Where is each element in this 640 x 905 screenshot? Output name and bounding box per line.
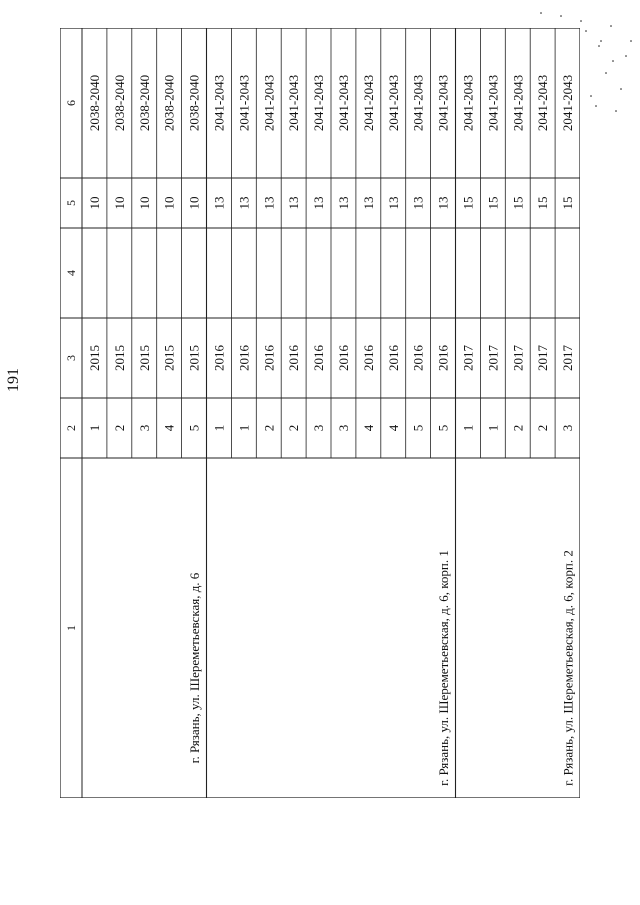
cell-col6: 2038-2040 <box>111 74 127 132</box>
cell-col2: 1 <box>485 424 501 432</box>
page-number <box>5 350 23 410</box>
cell-col3: 2016 <box>211 345 227 371</box>
cell-col5: 15 <box>485 196 501 210</box>
scan-speck <box>580 20 582 22</box>
group-address: г. Рязань, ул. Шереметьевская, д. 6, корп. 2 <box>560 550 576 786</box>
scan-speck <box>585 30 587 32</box>
scan-speck <box>598 45 600 47</box>
scan-speck <box>540 12 542 14</box>
cell-col6: 2041-2043 <box>435 74 451 132</box>
scan-speck <box>612 60 614 62</box>
cell-col5: 13 <box>286 196 302 210</box>
cell-col5: 13 <box>360 196 376 210</box>
scan-speck <box>560 15 562 17</box>
cell-col5: 15 <box>535 196 551 210</box>
cell-col2: 5 <box>186 424 202 432</box>
cell-col3: 2016 <box>335 345 351 371</box>
cell-col6: 2041-2043 <box>261 74 277 132</box>
cell-col3: 2017 <box>560 345 576 371</box>
group-address: г. Рязань, ул. Шереметьевская, д. 6 <box>187 572 202 764</box>
cell-col5: 10 <box>136 196 152 210</box>
cell-col3: 2015 <box>161 345 177 371</box>
scan-speck <box>625 55 627 57</box>
cell-col2: 3 <box>136 424 152 432</box>
page-number-text: 191 <box>5 368 22 392</box>
cell-col3: 2016 <box>410 345 426 371</box>
cell-col5: 15 <box>460 196 476 210</box>
cell-col2: 1 <box>460 424 476 432</box>
cell-col6: 2041-2043 <box>510 74 526 132</box>
cell-col3: 2016 <box>360 345 376 371</box>
cell-col3: 2016 <box>261 345 277 371</box>
scan-speck <box>610 25 612 27</box>
cell-col5: 13 <box>236 196 252 210</box>
cell-col3: 2016 <box>286 345 302 371</box>
cell-col3: 2016 <box>435 345 451 371</box>
column-header-1: 1 <box>64 625 78 631</box>
cell-col5: 10 <box>161 196 177 210</box>
cell-col5: 13 <box>211 196 227 210</box>
column-header-4: 4 <box>64 270 78 276</box>
scan-speck <box>630 40 632 42</box>
cell-col3: 2015 <box>186 345 202 371</box>
cell-col2: 3 <box>311 424 327 432</box>
cell-col2: 2 <box>261 424 277 432</box>
table-grid <box>60 28 580 798</box>
cell-col2: 3 <box>335 424 351 432</box>
scan-speck <box>605 72 607 74</box>
scan-speck <box>600 40 602 42</box>
cell-col6: 2041-2043 <box>335 74 351 132</box>
cell-col3: 2017 <box>485 345 501 371</box>
column-header-6: 6 <box>64 100 78 106</box>
cell-col2: 2 <box>535 424 551 432</box>
cell-col5: 10 <box>186 196 202 210</box>
cell-col5: 13 <box>335 196 351 210</box>
cell-col3: 2015 <box>86 345 102 371</box>
cell-col5: 15 <box>560 196 576 210</box>
cell-col2: 1 <box>236 424 252 432</box>
cell-col6: 2041-2043 <box>410 74 426 132</box>
cell-col6: 2038-2040 <box>136 74 152 132</box>
cell-col5: 13 <box>385 196 401 210</box>
cell-col2: 1 <box>211 424 227 432</box>
cell-col6: 2038-2040 <box>161 74 177 132</box>
cell-col5: 13 <box>435 196 451 210</box>
cell-col6: 2041-2043 <box>385 74 401 132</box>
cell-col5: 13 <box>261 196 277 210</box>
cell-col2: 1 <box>86 424 102 432</box>
cell-col6: 2041-2043 <box>286 74 302 132</box>
cell-col2: 3 <box>560 424 576 432</box>
scan-speck <box>620 88 622 90</box>
cell-col2: 2 <box>286 424 302 432</box>
cell-col6: 2041-2043 <box>460 74 476 132</box>
cell-col2: 4 <box>360 424 376 432</box>
scan-speck <box>590 95 592 97</box>
scan-speck <box>615 110 617 112</box>
cell-col6: 2041-2043 <box>535 74 551 132</box>
cell-col3: 2016 <box>385 345 401 371</box>
cell-col3: 2016 <box>236 345 252 371</box>
cell-col6: 2041-2043 <box>560 74 576 132</box>
cell-col6: 2038-2040 <box>186 74 202 132</box>
cell-col6: 2041-2043 <box>360 74 376 132</box>
column-header-5: 5 <box>64 200 78 206</box>
cell-col3: 2017 <box>460 345 476 371</box>
group-address: г. Рязань, ул. Шереметьевская, д. 6, корп. 1 <box>436 550 451 786</box>
cell-col2: 5 <box>435 424 451 432</box>
cell-col6: 2038-2040 <box>86 74 102 132</box>
cell-col2: 5 <box>410 424 426 432</box>
cell-col3: 2017 <box>510 345 526 371</box>
cell-col3: 2015 <box>136 345 152 371</box>
cell-col5: 13 <box>410 196 426 210</box>
cell-col5: 10 <box>86 196 102 210</box>
cell-col2: 2 <box>510 424 526 432</box>
cell-col5: 13 <box>311 196 327 210</box>
cell-col6: 2041-2043 <box>211 74 227 132</box>
cell-col2: 2 <box>111 424 127 432</box>
cell-col2: 4 <box>161 424 177 432</box>
cell-col2: 4 <box>385 424 401 432</box>
cell-col5: 15 <box>510 196 526 210</box>
rotated-table <box>60 28 580 798</box>
cell-col6: 2041-2043 <box>236 74 252 132</box>
scan-speck <box>595 105 597 107</box>
cell-col6: 2041-2043 <box>311 74 327 132</box>
cell-col3: 2017 <box>535 345 551 371</box>
cell-col3: 2015 <box>111 345 127 371</box>
cell-col5: 10 <box>111 196 127 210</box>
cell-col3: 2016 <box>311 345 327 371</box>
cell-col6: 2041-2043 <box>485 74 501 132</box>
column-header-3: 3 <box>64 355 78 361</box>
column-header-2: 2 <box>64 425 78 431</box>
